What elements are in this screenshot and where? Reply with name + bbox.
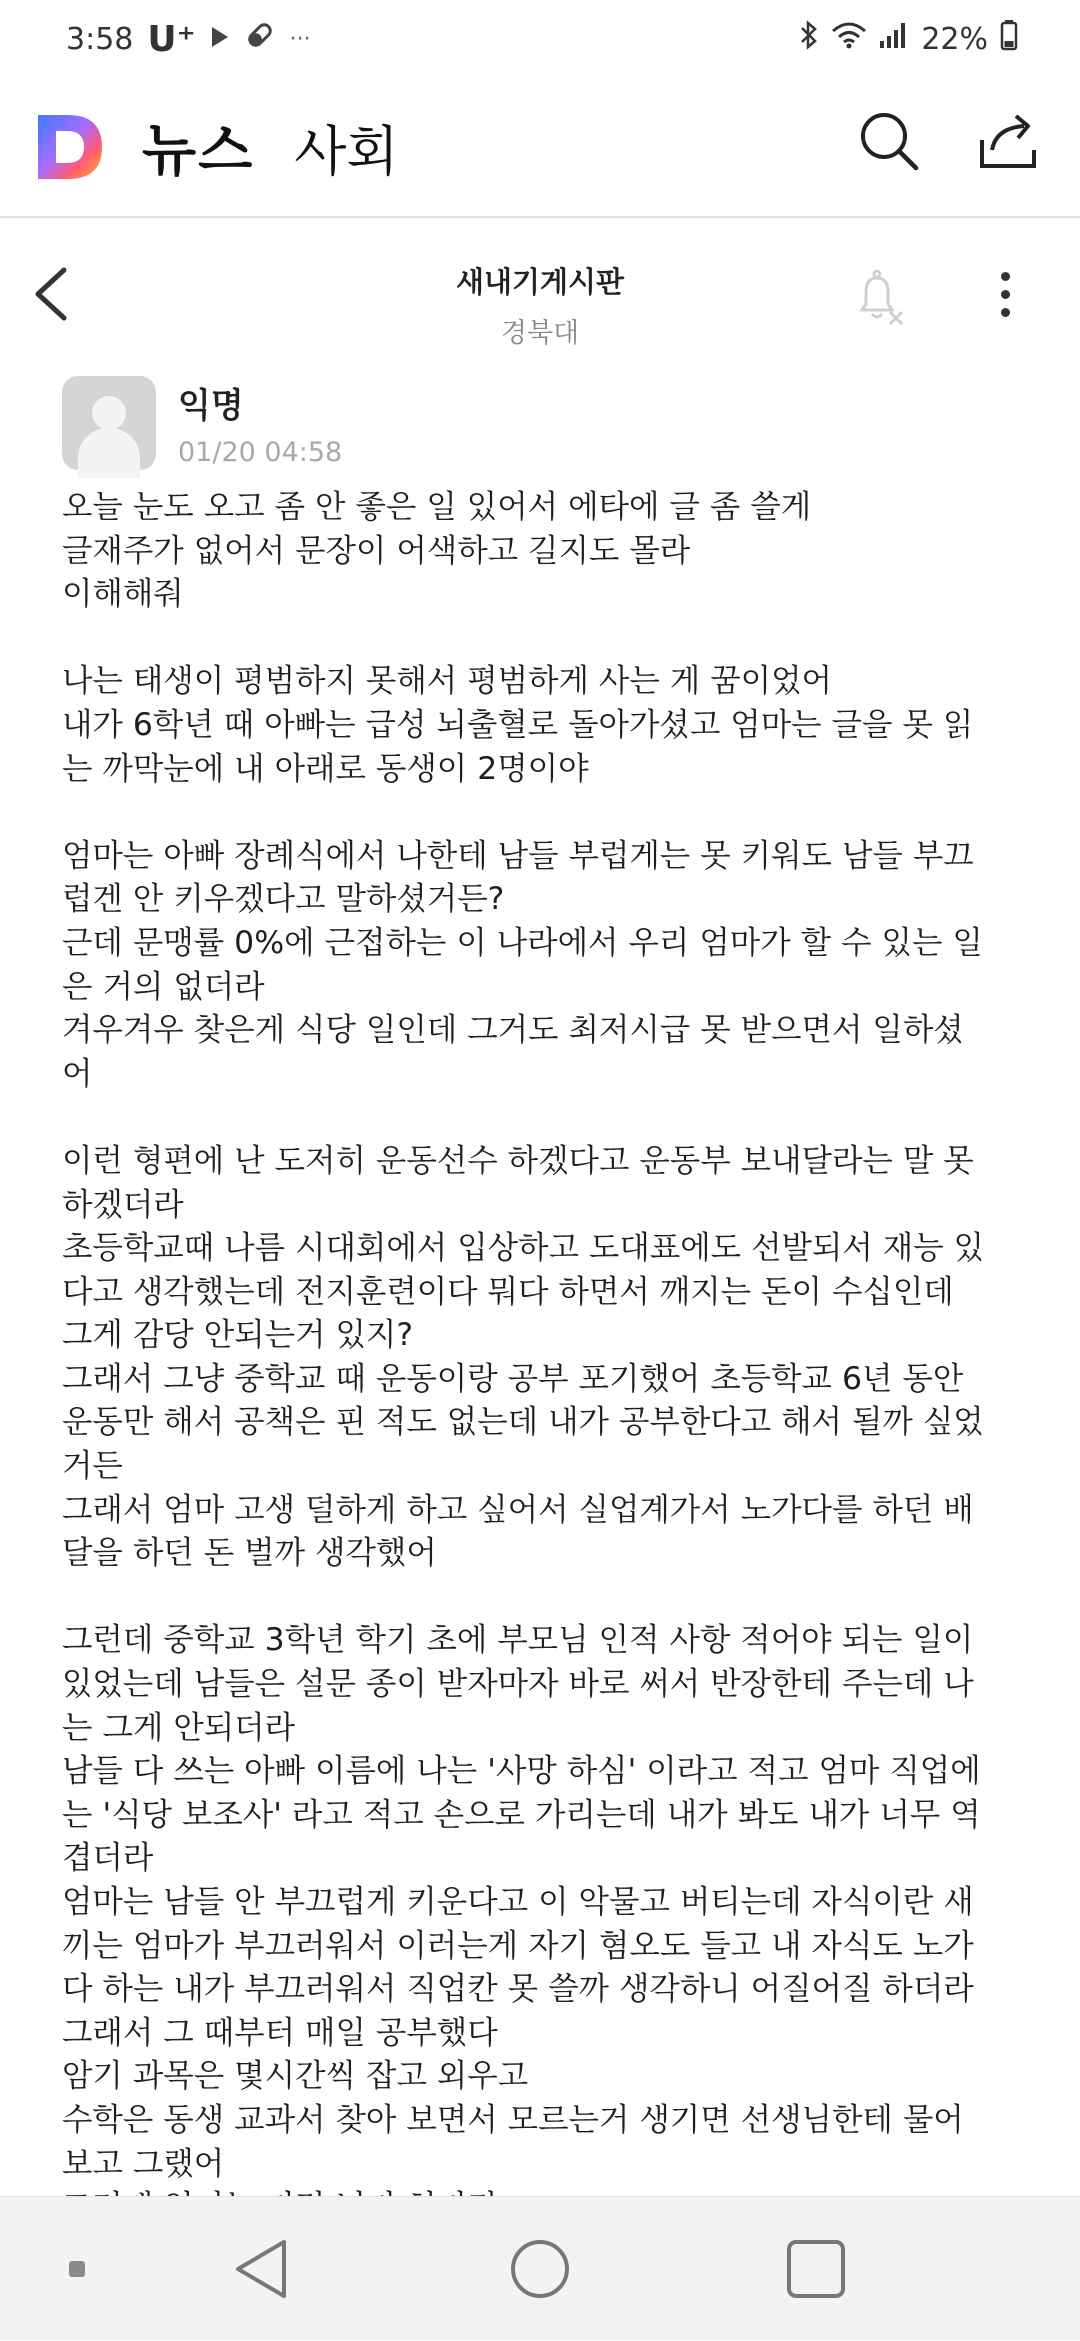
post-line: 겹더라 bbox=[62, 1840, 154, 1877]
post-body bbox=[62, 486, 1032, 2200]
bluetooth-icon bbox=[799, 20, 819, 58]
post-line: 운동만 해서 공책은 핀 적도 없는데 내가 공부한다고 해서 될까 싶었 bbox=[62, 1404, 984, 1441]
back-triangle-icon[interactable] bbox=[222, 2197, 302, 2341]
status-bar bbox=[0, 0, 1080, 78]
post-line: 이해해줘 bbox=[62, 576, 184, 613]
app-title: 뉴스 bbox=[142, 119, 255, 184]
overview-square-icon[interactable] bbox=[778, 2197, 854, 2341]
post-line: 남들 다 쓰는 아빠 이름에 나는 '사망 하심' 이라고 적고 엄마 직업에 bbox=[62, 1753, 981, 1790]
post-author bbox=[62, 376, 342, 470]
post-line: 근데 문맹률 0%에 근접하는 이 나라에서 우리 엄마가 할 수 있는 일 bbox=[62, 924, 983, 961]
post-line: 거든 bbox=[62, 1448, 123, 1485]
post-line: 은 거의 없더라 bbox=[62, 968, 265, 1005]
post-line bbox=[62, 617, 1032, 661]
post-line: 어 bbox=[62, 1055, 93, 1092]
post-line bbox=[62, 1096, 1032, 1140]
signal-icon bbox=[879, 21, 909, 57]
more-vertical-icon[interactable] bbox=[990, 272, 1020, 332]
post-line: 오늘 눈도 오고 좀 안 좋은 일 있어서 에타에 글 좀 쓸게 bbox=[62, 489, 812, 525]
post-line: 럽겐 안 키우겠다고 말하셨거든? bbox=[62, 881, 505, 918]
avatar bbox=[62, 376, 156, 470]
post-line: 그래서 그냥 중학교 때 운동이랑 공부 포기했어 초등학교 6년 동안 bbox=[62, 1360, 964, 1397]
post-line: 엄마는 아빠 장례식에서 나한테 남들 부럽게는 못 키워도 남들 부끄 bbox=[62, 837, 974, 874]
post-line: 달을 하던 돈 벌까 생각했어 bbox=[62, 1535, 437, 1572]
board-bar bbox=[0, 218, 1080, 368]
daum-d-logo[interactable] bbox=[34, 111, 106, 183]
post-line: 있었는데 남들은 설문 종이 받자마자 바로 써서 반장한테 주는데 나 bbox=[62, 1666, 974, 1703]
post-line: 이런 형편에 난 도저히 운동선수 하겠다고 운동부 보내달라는 말 못 bbox=[62, 1142, 974, 1179]
post-line: 보고 그랬어 bbox=[62, 2145, 225, 2182]
status-right bbox=[799, 19, 1018, 59]
post-line: 는 그게 안되더라 bbox=[62, 1709, 296, 1746]
post-line: 그래서 그 때부터 매일 공부했다 bbox=[62, 2014, 498, 2051]
status-time: 3:58 bbox=[66, 21, 134, 57]
post-line: 그런데 중학교 3학년 학기 초에 부모님 인적 사항 적어야 되는 일이 bbox=[62, 1622, 974, 1659]
post-line: 는 '식당 보조사' 라고 적고 손으로 가리는데 내가 봐도 내가 너무 역 bbox=[62, 1796, 981, 1833]
status-left bbox=[66, 19, 311, 60]
board-titles bbox=[0, 260, 1080, 350]
post-line: 그래서 엄마 고생 덜하게 하고 싶어서 실업계가서 노가다를 하던 배 bbox=[62, 1491, 974, 1528]
post-time: 01/20 04:58 bbox=[178, 437, 343, 468]
status-more-dots: ··· bbox=[289, 26, 311, 52]
board-name: 새내기게시판 bbox=[455, 265, 625, 299]
author-name: 익명 bbox=[178, 386, 244, 426]
header-actions bbox=[856, 108, 1040, 174]
bell-muted-icon[interactable] bbox=[852, 268, 908, 332]
post-line: 다 하는 내가 부끄러워서 직업칸 못 쓸까 생각하니 어질어질 하더라 bbox=[62, 1971, 974, 2008]
battery-percent: 22% bbox=[921, 21, 988, 57]
post-line: 하겠더라 bbox=[62, 1186, 184, 1223]
app-header bbox=[0, 78, 1080, 216]
post-line: 암기 과목은 몇시간씩 잡고 외우고 bbox=[62, 2058, 529, 2095]
post-line: 수학은 동생 교과서 찾아 보면서 모르는거 생기면 선생님한테 물어 bbox=[62, 2101, 964, 2138]
post-line: 글재주가 없어서 문장이 어색하고 길지도 몰라 bbox=[62, 532, 691, 569]
post-line: 엄마는 남들 안 부끄럽게 키운다고 이 악물고 버티는데 자식이란 새 bbox=[62, 1884, 974, 1920]
post-line: 겨우겨우 찾은게 식당 일인데 그거도 최저시급 못 받으면서 일하셨 bbox=[62, 1012, 964, 1049]
post-line: 는 까막눈에 내 아래로 동생이 2명이야 bbox=[62, 750, 589, 787]
post-line: 초등학교때 나름 시대회에서 입상하고 도대표에도 선발되서 재능 있 bbox=[62, 1230, 985, 1267]
section-title[interactable]: 사회 bbox=[294, 119, 399, 183]
post-line: 다고 생각했는데 전지훈련이다 뭐다 하면서 깨지는 돈이 수십인데 bbox=[62, 1273, 954, 1310]
carrier-label: U⁺ bbox=[147, 18, 196, 60]
post-line: 그게 감당 안되는거 있지? bbox=[62, 1317, 414, 1354]
author-meta bbox=[178, 378, 342, 468]
post-line bbox=[62, 791, 1032, 835]
navigation-bar bbox=[0, 2196, 1080, 2340]
wifi-icon bbox=[831, 21, 867, 57]
post-line: 끼는 엄마가 부끄러워서 이러는게 자기 혐오도 들고 내 자식도 노가 bbox=[62, 1927, 974, 1964]
board-school: 경북대 bbox=[500, 318, 580, 349]
play-icon bbox=[210, 22, 230, 57]
home-circle-icon[interactable] bbox=[502, 2197, 578, 2341]
post-line: 내가 6학년 때 아빠는 급성 뇌출혈로 돌아가셨고 엄마는 글을 못 읽 bbox=[62, 706, 974, 743]
post-line: 나는 태생이 평범하지 못해서 평범하게 사는 게 꿈이었어 bbox=[62, 663, 832, 700]
post-line bbox=[62, 1576, 1032, 1620]
search-icon[interactable] bbox=[856, 108, 922, 174]
share-icon[interactable] bbox=[978, 110, 1040, 172]
pill-icon bbox=[244, 19, 276, 59]
battery-icon bbox=[1000, 19, 1018, 59]
recents-dot-icon[interactable] bbox=[60, 2197, 94, 2341]
